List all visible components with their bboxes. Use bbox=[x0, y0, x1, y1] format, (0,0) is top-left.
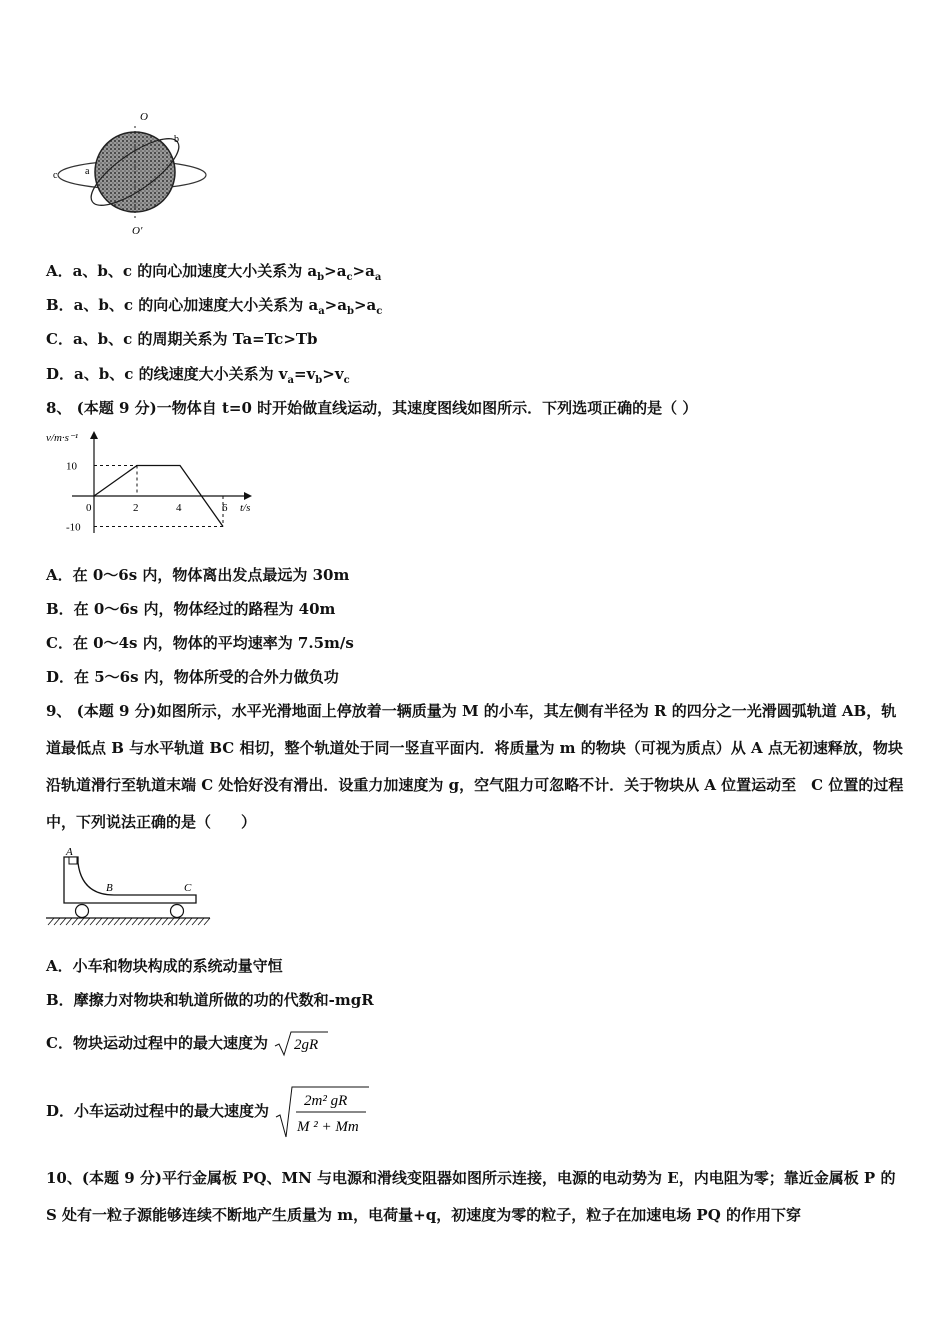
svg-text:M ² + Mm: M ² + Mm bbox=[297, 1119, 359, 1135]
hatch-mark bbox=[120, 918, 126, 925]
label-A: A bbox=[66, 846, 73, 858]
q7-option-d[interactable]: D．a、b、c 的线速度大小关系为 $v_a=v_b>v_c$ bbox=[46, 365, 350, 386]
velocity-time-chart bbox=[44, 425, 274, 540]
x-tick-label: 0 bbox=[86, 502, 92, 514]
x-axis-arrow bbox=[244, 492, 252, 500]
hatch-mark bbox=[150, 918, 156, 925]
hatch-mark bbox=[144, 918, 150, 925]
x-tick-label: 4 bbox=[176, 502, 182, 514]
svg-text:2gR: 2gR bbox=[294, 1037, 319, 1053]
hatch-mark bbox=[60, 918, 66, 925]
hatch-mark bbox=[204, 918, 210, 925]
globe-figure bbox=[50, 108, 215, 240]
hatch-mark bbox=[114, 918, 120, 925]
sqrt-2gR bbox=[273, 1030, 329, 1058]
wheel-left bbox=[76, 905, 89, 918]
q9-option-b[interactable]: B．摩擦力对物块和轨道所做的功的代数和-mgR bbox=[46, 991, 374, 1009]
hatch-mark bbox=[192, 918, 198, 925]
q8-option-b[interactable]: B．在 0～6s 内，物体经过的路程为 40m bbox=[46, 600, 336, 618]
label-C: C bbox=[184, 882, 192, 894]
q7-option-c[interactable]: C．a、b、c 的周期关系为 Ta=Tc>Tb bbox=[46, 330, 318, 348]
y-axis-label: v/m·s⁻¹ bbox=[46, 432, 79, 444]
ground-hatch bbox=[48, 918, 210, 925]
hatch-mark bbox=[180, 918, 186, 925]
hatch-mark bbox=[102, 918, 108, 925]
label-o-top: O bbox=[140, 111, 148, 123]
hatch-mark bbox=[174, 918, 180, 925]
x-axis-label: t/s bbox=[240, 502, 251, 514]
hatch-mark bbox=[186, 918, 192, 925]
hatch-mark bbox=[96, 918, 102, 925]
q10-stem: 10、(本题 9 分)平行金属板 PQ、MN 与电源和滑线变阻器如图所示连接，电源的电动势为 E，内电阻为零；靠近金属板 P 的 S 处有一粒子源能够连续不断地产生质量为 m，电荷量+q，初速度为零的粒子，粒子在加速电场 PQ 的作用下穿 bbox=[46, 1169, 896, 1224]
hatch-mark bbox=[54, 918, 60, 925]
label-o-bottom: O′ bbox=[132, 225, 143, 237]
hatch-mark bbox=[48, 918, 54, 925]
hatch-mark bbox=[138, 918, 144, 925]
q8-stem: 8、 (本题 9 分)一物体自 t=0 时开始做直线运动，其速度图线如图所示．下列选项正确的是（ ） bbox=[46, 399, 698, 417]
hatch-mark bbox=[84, 918, 90, 925]
q8-option-d[interactable]: D．在 5～6s 内，物体所受的合外力做负功 bbox=[46, 668, 339, 686]
q8-option-a[interactable]: A．在 0～6s 内，物体离出发点最远为 30m bbox=[46, 566, 350, 584]
label-a: a bbox=[85, 166, 90, 177]
q9-option-a[interactable]: A．小车和物块构成的系统动量守恒 bbox=[46, 957, 283, 975]
hatch-mark bbox=[66, 918, 72, 925]
hatch-mark bbox=[72, 918, 78, 925]
x-tick-label: 6 bbox=[222, 502, 228, 514]
q7-option-a[interactable]: A．a、b、c 的向心加速度大小关系为 $a_b>a_c>a_a$ bbox=[46, 262, 382, 283]
hatch-mark bbox=[78, 918, 84, 925]
svg-text:2m² gR: 2m² gR bbox=[304, 1093, 348, 1109]
y-axis-arrow bbox=[90, 431, 98, 439]
hatch-mark bbox=[126, 918, 132, 925]
y-tick-label: 10 bbox=[66, 460, 77, 473]
label-c: c bbox=[53, 170, 58, 181]
q9-stem: 9、 (本题 9 分)如图所示，水平光滑地面上停放着一辆质量为 M 的小车，其左侧有半径为 R 的四分之一光滑圆弧轨道 AB，轨道最低点 B 与水平轨道 BC 相切，整个轨道处于同一竖直平面内．将质量为 m 的物块（可视为质点）从 A 点无初速释放，物块沿轨道滑行至轨道末端 C 处恰好没有滑出．设重力加速度为 g，空气阻力可忽略不计．关于物块从 A 位置运动至 C 位置的过程中，下列说法正确的是（ ） bbox=[46, 702, 904, 831]
q7-option-b[interactable]: B．a、b、c 的向心加速度大小关系为 $a_a>a_b>a_c$ bbox=[46, 296, 383, 317]
x-tick-label: 2 bbox=[133, 502, 139, 514]
cart-track-figure bbox=[44, 843, 214, 933]
sqrt-fraction bbox=[274, 1085, 370, 1139]
track-outline bbox=[64, 857, 196, 903]
label-b: b bbox=[174, 134, 179, 145]
hatch-mark bbox=[162, 918, 168, 925]
q9-option-d[interactable]: D．小车运动过程中的最大速度为 2m² gR M ² + Mm bbox=[46, 1085, 370, 1139]
hatch-mark bbox=[156, 918, 162, 925]
hatch-mark bbox=[132, 918, 138, 925]
q9-option-c[interactable]: C．物块运动过程中的最大速度为 2gR bbox=[46, 1028, 329, 1058]
hatch-mark bbox=[168, 918, 174, 925]
label-B: B bbox=[106, 882, 113, 894]
y-tick-label: -10 bbox=[66, 521, 81, 534]
q8-option-c[interactable]: C．在 0～4s 内，物体的平均速率为 7.5m/s bbox=[46, 634, 354, 652]
hatch-mark bbox=[108, 918, 114, 925]
hatch-mark bbox=[90, 918, 96, 925]
block-a bbox=[69, 857, 77, 864]
wheel-right bbox=[171, 905, 184, 918]
hatch-mark bbox=[198, 918, 204, 925]
